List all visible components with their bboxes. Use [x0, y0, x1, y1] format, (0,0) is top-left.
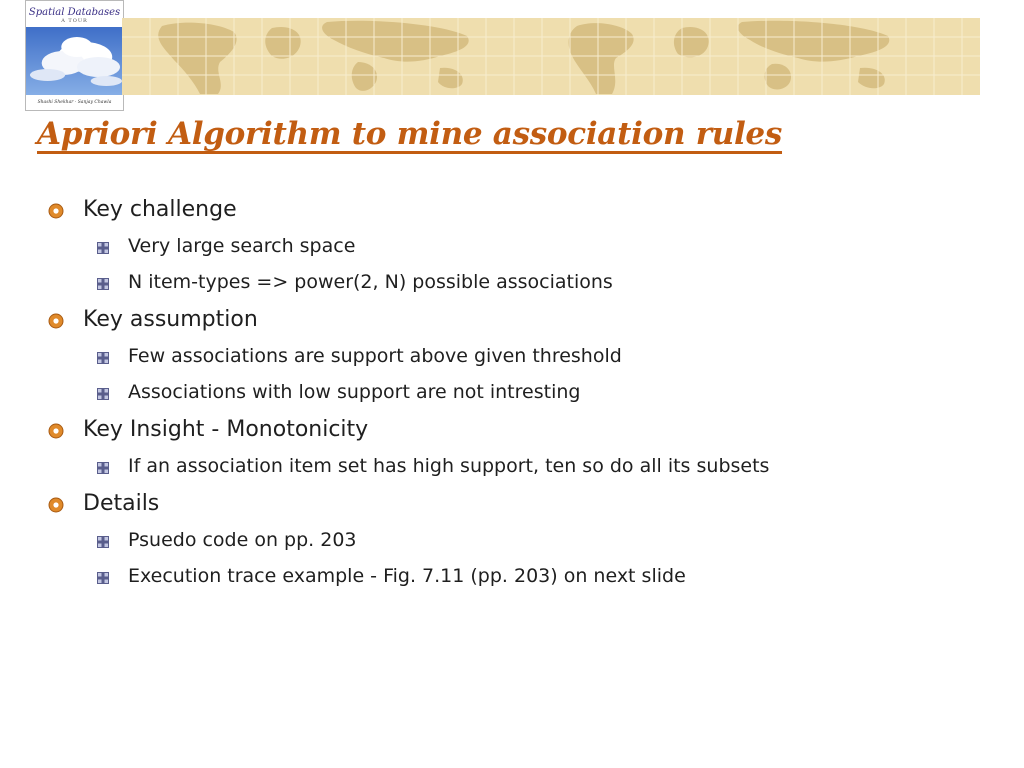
- bullet-level2-text: Execution trace example - Fig. 7.11 (pp. 203) on next slide: [128, 565, 686, 587]
- square-bullet-icon: [97, 242, 109, 254]
- bullet-level2-text: N item-types => power(2, N) possible associations: [128, 271, 613, 293]
- book-cover-authors: Shashi Shekhar · Sanjay Chawla: [37, 100, 112, 105]
- bullet-level2: [48, 381, 1008, 417]
- bullet-level1: [48, 417, 1008, 455]
- cloud-sky-image: [26, 27, 123, 95]
- orange-disc-bullet-icon: [48, 203, 64, 219]
- bullet-level1: [48, 491, 1008, 529]
- bullet-level2-text: Very large search space: [128, 235, 356, 257]
- world-map-banner: [122, 18, 980, 95]
- bullet-level2-text: If an association item set has high support, ten so do all its subsets: [128, 455, 770, 477]
- bullet-level1-text: Key assumption: [83, 307, 258, 332]
- slide-title: Apriori Algorithm to mine association rules: [37, 116, 783, 152]
- bullet-level2: [48, 271, 1008, 307]
- book-cover-image: [25, 0, 124, 111]
- bullet-level2: [48, 345, 1008, 381]
- square-bullet-icon: [97, 278, 109, 290]
- square-bullet-icon: [97, 388, 109, 400]
- bullet-level2-text: Psuedo code on pp. 203: [128, 529, 357, 551]
- bullet-level1-text: Key challenge: [83, 197, 237, 222]
- bullet-level1: [48, 307, 1008, 345]
- bullet-level1: [48, 197, 1008, 235]
- square-bullet-icon: [97, 536, 109, 548]
- square-bullet-icon: [97, 462, 109, 474]
- bullet-level2: [48, 529, 1008, 565]
- orange-disc-bullet-icon: [48, 497, 64, 513]
- bullet-level1-text: Key Insight - Monotonicity: [83, 417, 369, 442]
- orange-disc-bullet-icon: [48, 313, 64, 329]
- bullet-level1-text: Details: [83, 491, 160, 516]
- orange-disc-bullet-icon: [48, 423, 64, 439]
- bullet-level2: [48, 565, 1008, 601]
- bullet-level2-text: Associations with low support are not intresting: [128, 381, 581, 403]
- bullet-level2-text: Few associations are support above given threshold: [128, 345, 622, 367]
- square-bullet-icon: [97, 572, 109, 584]
- square-bullet-icon: [97, 352, 109, 364]
- book-cover-title: Spatial Databases: [28, 7, 121, 18]
- bullet-level2: [48, 455, 1008, 491]
- book-cover-subtitle: A TOUR: [61, 18, 88, 24]
- bullet-level2: [48, 235, 1008, 271]
- bullet-list: [48, 197, 1008, 601]
